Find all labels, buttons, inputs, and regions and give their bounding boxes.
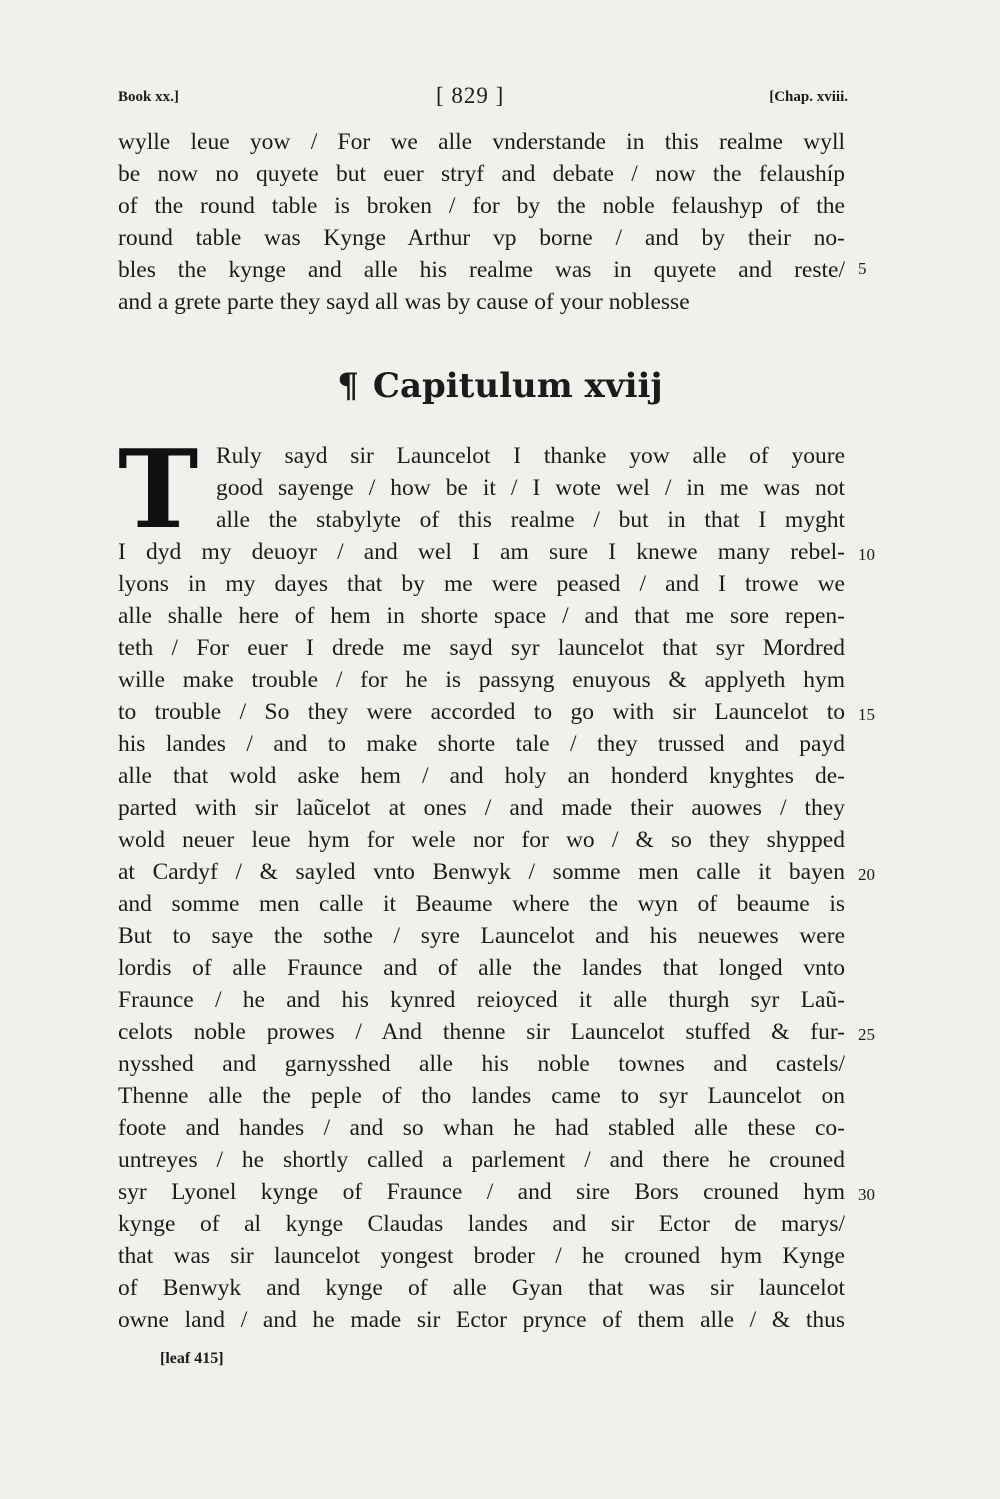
text-line: Ruly sayd sir Launcelot I thanke yow alle of youre	[216, 443, 845, 469]
text-line: wold neuer leue hym for wele nor for wo / & so they shypped	[118, 827, 845, 853]
text-line: bles the kynge and alle his realme was in quyete and reste/	[118, 257, 845, 283]
text-line: nysshed and garnysshed alle his noble townes and castels/	[118, 1051, 845, 1077]
text-line: lordis of alle Fraunce and of alle the landes that longed vnto	[118, 955, 845, 981]
text-line: that was sir launcelot yongest broder / he crouned hym Kynge	[118, 1243, 845, 1269]
text-line: good sayenge / how be it / I wote wel / in me was not	[216, 475, 845, 501]
text-line: Thenne alle the peple of tho landes came to syr Launcelot on	[118, 1083, 845, 1109]
text-line: teth / For euer I drede me sayd syr launcelot that syr Mordred	[118, 635, 845, 661]
text-line: be now no quyete but euer stryf and debate / now the felaushíp	[118, 161, 845, 187]
text-line: parted with sir laũcelot at ones / and made their auowes / they	[118, 795, 845, 821]
text-line: to trouble / So they were accorded to go with sir Launcelot to	[118, 699, 845, 725]
line-number: 10	[858, 545, 875, 564]
line-number: 15	[858, 705, 875, 724]
pilcrow-icon: ¶	[337, 366, 359, 406]
text-line: of the round table is broken / for by the noble felaushyp of the	[118, 193, 845, 219]
chapter-heading	[0, 366, 1000, 406]
text-line: foote and handes / and so whan he had stabled alle these co-	[118, 1115, 845, 1141]
text-line: But to saye the sothe / syre Launcelot and his neuewes were	[118, 923, 845, 949]
text-line: syr Lyonel kynge of Fraunce / and sire Bors crouned hym	[118, 1179, 845, 1205]
text-line: alle that wold aske hem / and holy an honderd knyghtes de-	[118, 763, 845, 789]
text-line: and somme men calle it Beaume where the wyn of beaume is	[118, 891, 845, 917]
chapter-reference: [Chap. xviii.	[769, 89, 848, 105]
drop-cap: T	[118, 427, 199, 553]
line-number: 5	[858, 259, 867, 278]
text-line: untreyes / he shortly called a parlement / and there he crouned	[118, 1147, 845, 1173]
chapter-title: Capitulum xviij	[372, 366, 663, 406]
text-line: alle shalle here of hem in shorte space / and that me sore repen-	[118, 603, 845, 629]
text-line: at Cardyf / & sayled vnto Benwyk / somme men calle it bayen	[118, 859, 845, 885]
line-number: 30	[858, 1185, 875, 1204]
running-head	[118, 83, 848, 113]
text-line: wille make trouble / for he is passyng enuyous & applyeth hym	[118, 667, 845, 693]
text-line: wylle leue yow / For we alle vnderstande in this realme wyll	[118, 129, 845, 155]
text-line: round table was Kynge Arthur vp borne / and by their no-	[118, 225, 845, 251]
leaf-note: [leaf 415]	[160, 1350, 224, 1367]
page-number: [ 829 ]	[436, 83, 505, 108]
text-line: his landes / and to make shorte tale / they trussed and payd	[118, 731, 845, 757]
line-number: 20	[858, 865, 875, 884]
text-line: and a grete parte they sayd all was by cause of your noblesse	[118, 289, 690, 315]
line-number: 25	[858, 1025, 875, 1044]
text-line: alle the stabylyte of this realme / but in that I myght	[216, 507, 845, 533]
text-line: I dyd my deuoyr / and wel I am sure I knewe many rebel-	[118, 539, 845, 565]
book-reference: Book xx.]	[118, 89, 179, 105]
text-line: celots noble prowes / And thenne sir Launcelot stuffed & fur-	[118, 1019, 845, 1045]
text-line: lyons in my dayes that by me were peased / and I trowe we	[118, 571, 845, 597]
text-line: of Benwyk and kynge of alle Gyan that was sir launcelot	[118, 1275, 845, 1301]
text-line: Fraunce / he and his kynred reioyced it alle thurgh syr Laũ-	[118, 987, 845, 1013]
text-line: owne land / and he made sir Ector prynce of them alle / & thus	[118, 1307, 845, 1333]
text-line: kynge of al kynge Claudas landes and sir Ector de marys/	[118, 1211, 845, 1237]
